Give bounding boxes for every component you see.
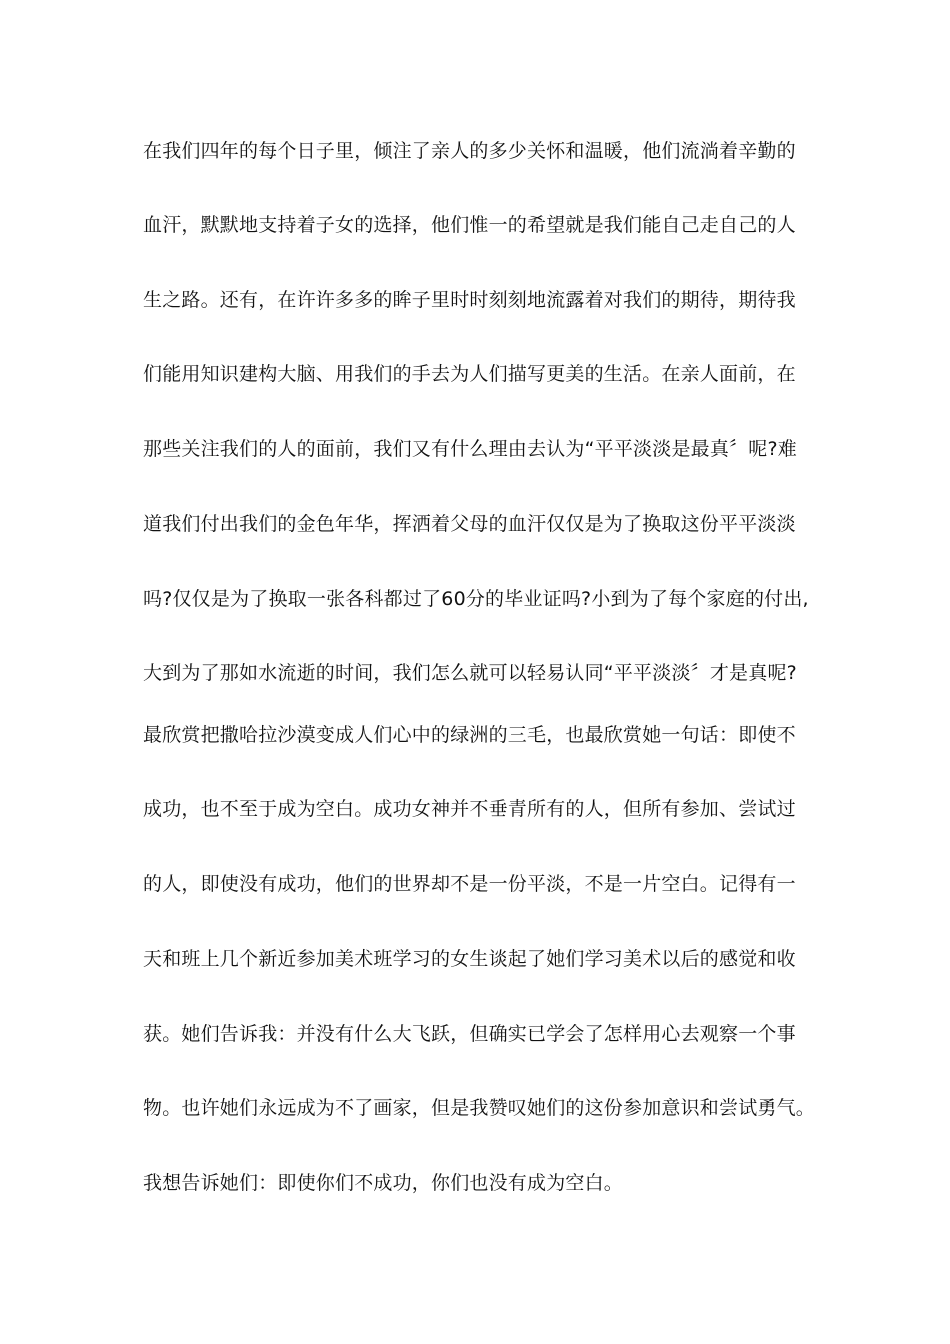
text-line: 的人，即使没有成功，他们的世界却不是一份平淡，不是一片空白。记得有一 <box>143 873 796 895</box>
text-line: 生之路。还有，在许许多多的眸子里时时刻刻地流露着对我们的期待，期待我 <box>143 289 796 311</box>
text-line: 道我们付出我们的金色年华，挥洒着父母的血汗仅仅是为了换取这份平平淡淡 <box>143 513 796 535</box>
text-line: 血汗，默默地支持着子女的选择，他们惟一的希望就是我们能自己走自己的人 <box>143 214 796 236</box>
text-line: 我想告诉她们：即使你们不成功，你们也没有成为空白。 <box>143 1172 624 1194</box>
text-line: 那些关注我们的人的面前，我们又有什么理由去认为“平平淡淡是最真〞呢?难 <box>143 438 797 460</box>
text-line: 获。她们告诉我：并没有什么大飞跃，但确实已学会了怎样用心去观察一个事 <box>143 1023 796 1045</box>
text-line: 们能用知识建构大脑、用我们的手去为人们描写更美的生活。在亲人面前，在 <box>143 363 796 385</box>
text-line: 物。也许她们永远成为不了画家，但是我赞叹她们的这份参加意识和尝试勇气。 <box>143 1097 816 1119</box>
text-line: 吗?仅仅是为了换取一张各科都过了60分的毕业证吗?小到为了每个家庭的付出, <box>143 588 809 610</box>
text-line: 大到为了那如水流逝的时间，我们怎么就可以轻易认同“平平淡淡〞才是真呢? <box>143 662 797 684</box>
text-line: 最欣赏把撒哈拉沙漠变成人们心中的绿洲的三毛，也最欣赏她一句话：即使不 <box>143 724 796 746</box>
text-line: 天和班上几个新近参加美术班学习的女生谈起了她们学习美术以后的感觉和收 <box>143 948 796 970</box>
text-line: 在我们四年的每个日子里，倾注了亲人的多少关怀和温暖，他们流淌着辛勤的 <box>143 140 796 162</box>
text-line: 成功，也不至于成为空白。成功女神并不垂青所有的人，但所有参加、尝试过 <box>143 798 796 820</box>
